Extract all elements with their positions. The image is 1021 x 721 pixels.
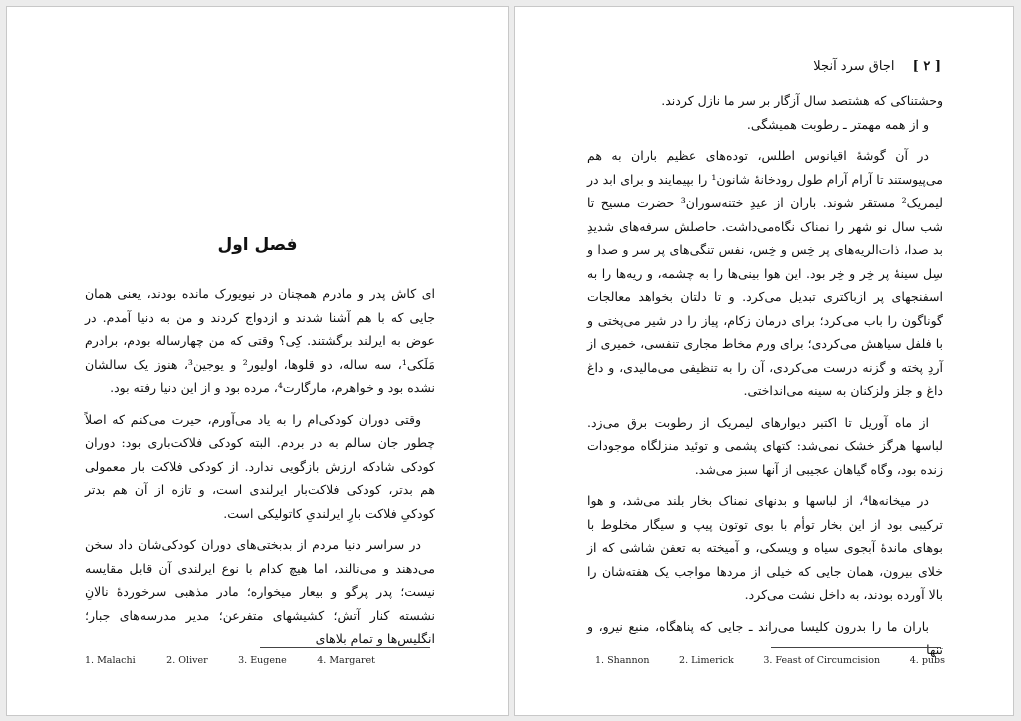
paragraph: در سراسر دنیا مردم از بدبختی‌های دوران کودکی‌شان داد سخن می‌دهند و می‌نالند، اما هیچ کدام با نوع ایرلندی آن قابل مقایسه نیست؛ پدر پرگو و بیعار میخواره؛ مادر مذهبی سرخوردهٔ نالانِ نشسته کنار آتش؛ کشیشهای متفرعن؛ مدیر مدرسه‌های جبار؛ انگلیس‌ها و تمام بلاهای <box>85 537 435 646</box>
paragraph: در آن گوشهٔ اقیانوس اطلس، توده‌های عظیم باران به هم می‌پیوستند تا آرام آرام طول رودخانهٔ شانون¹ را بپیمایند و برای ابد در لیمریک² مستقر شوند. باران از عیدِ ختنه‌سوران³ حضرت مسیح تا شب سال نو شهر را نمناک نگاه‌می‌داشت. حاصلش سرفه‌های شدیدِ بد صدا، ذات‌الریه‌های پر خِس و خِس، نفس تنگی‌های پر سر و صدا و سِل سینهٔ پر خِر و خِر بود. این هوا بینی‌ها را به چشمه، و ریه‌ها را به اسفنجهای پر ازباکتری تبدیل می‌کرد. و تا دلتان بخواهد معالجات گوناگون را باب می‌کرد؛ برای درمان زکام، پیاز را در شیر می‌پختی و با فلفل سیاهش می‌کردی؛ برای ورم مخاط مجاری تنفسی، خمیری از آردِ پخته و گزنه درست می‌کردی، آن را به تنظیفی می‌مالیدی، و داغ داغ و جلز ولزکنان به سینه می‌انداختی. <box>587 148 943 398</box>
chapter-title: فصل اول <box>217 235 298 255</box>
paragraph: وقتی دوران کودکی‌ام را به یاد می‌آورم، حیرت می‌کنم که اصلاً چطور جان سالم به در بردم. البته کودکی فلاکت‌باری بود: دوران کودکی شادکه ارزش بازگویی ندارد. از کودکی فلاکت بار معمولی هم بدتر، کودکی فلاکت‌بار ایرلندی است، و تازه از آن هم بدتر کودکیِ فلاکت بارِ ایرلندیِ کاتولیکی است. <box>85 411 435 521</box>
footnote-divider <box>260 647 430 648</box>
footnote: 1. Malachi <box>85 655 136 666</box>
right-page <box>514 6 1014 716</box>
footnote: 3. Feast of Circumcision <box>763 655 881 666</box>
footnote: 2. Limerick <box>679 655 734 666</box>
left-page-body <box>85 282 435 651</box>
paragraph: باران ما را بدرون کلیسا می‌راند ـ جایی که پناهگاه، منبع نیرو، و تنها <box>587 618 943 657</box>
page-number: [ ۲ ] <box>912 59 941 74</box>
footnotes <box>595 655 945 666</box>
paragraph: وحشتناکی که هشتصد سال آزگار بر سر ما نازل کردند. <box>661 93 943 108</box>
left-page <box>6 6 509 716</box>
paragraph: و از همه مهمتر ـ رطوبت همیشگی. <box>746 116 929 132</box>
paragraph: از ماه آوریل تا اکتبر دیوارهای لیمریک از رطوبت برق می‌زد. لباسها هرگز خشک نمی‌شد: کتهای پشمی و توئید منزلگاه موجودات زنده بود، وگاه گیاهان عجیبی از آنها سبز می‌شد. <box>587 414 943 477</box>
right-page-body <box>587 89 943 662</box>
footnote: 3. Eugene <box>238 655 287 666</box>
running-header <box>813 59 941 74</box>
book-title: اجاق سرد آنجلا <box>813 59 895 74</box>
paragraph: در میخانه‌ها⁴، از لباسها و بدنهای نمناک بخار بلند می‌شد، و هوا ترکیبی بود از این بخار توأم با بوی توتون پیپ و سیگار مخلوط با بوهای ماندهٔ آبجوی سیاه و ویسکی، و آمیخته به تعفن شاشی که از خلای بیرون، همان جایی که خیلی از مردها مواجب یک هفته‌شان را بالا آورده بودند، به داخل نشت می‌کرد. <box>587 493 943 602</box>
paragraph: ای کاش پدر و مادرم همچنان در نیویورک مانده بودند، یعنی همان جایی که با هم آشنا شدند و ازدواج کردند و من به دنیا آمدم. در عوض به ایرلند برگشتند. کِی؟ وقتی که من چهارساله بودم، برادرم مَلَکی¹، سه ساله، دو قلوها، اولیور² و یوجین³، هنوز یک سالشان نشده بود و خواهرم، مارگارت⁴، مرده بود و از این دنیا رفته بود. <box>85 286 435 395</box>
footnote: 4. pubs <box>909 655 945 666</box>
footnote: 4. Margaret <box>317 655 375 666</box>
footnote: 1. Shannon <box>595 655 650 666</box>
footnote: 2. Oliver <box>166 655 208 666</box>
footnotes <box>85 655 375 666</box>
footnote-divider <box>771 647 941 648</box>
